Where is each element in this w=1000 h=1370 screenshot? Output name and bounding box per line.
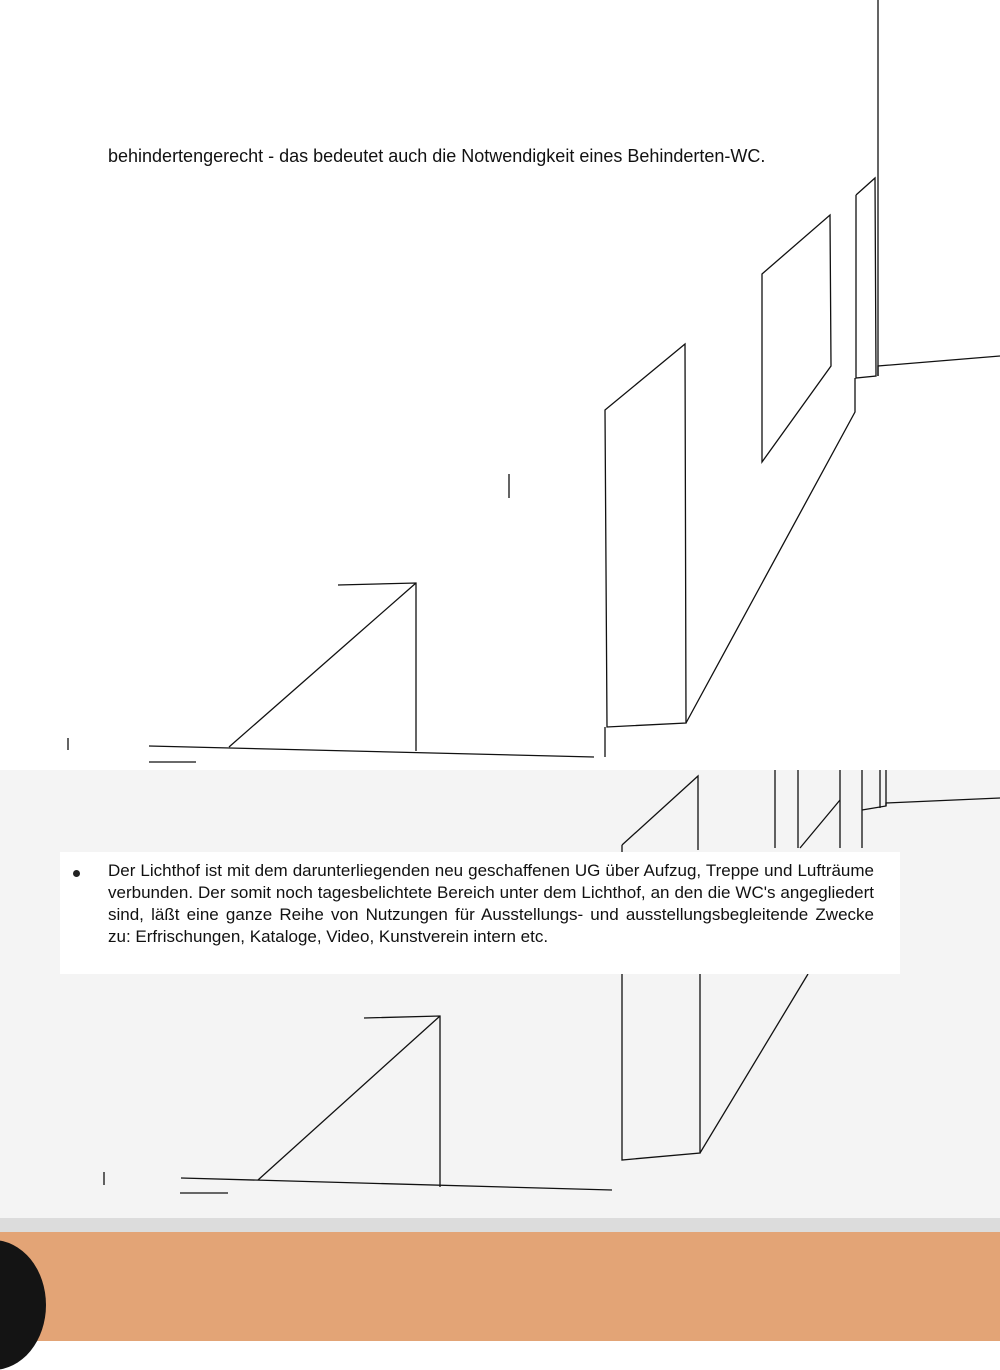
sketch-line [800, 800, 840, 848]
sketch-line [181, 1178, 612, 1190]
bullet-icon [73, 870, 80, 877]
sketch-line [856, 178, 876, 378]
sketch-line [338, 583, 416, 751]
sketch-line [862, 798, 1000, 810]
sketch-line [700, 974, 808, 1153]
sketch-line [878, 356, 1000, 376]
sketch-line [686, 378, 855, 723]
sketch-line [258, 1016, 440, 1180]
sketch-line [622, 974, 700, 1160]
sketch-panel [762, 215, 831, 462]
sketch-line [149, 746, 594, 757]
body-text-line: behindertengerecht - das bedeutet auch die Notwendigkeit eines Behinderten-WC. [108, 146, 766, 166]
sketch-line [229, 583, 416, 747]
bullet-paragraph: Der Lichthof ist mit dem darunterliegenden neu geschaffenen UG über Aufzug, Treppe und Lufträume verbunden. Der somit noch tagesbelichtete Bereich unter dem Lichthof, an den die WC's angegliedert sind, läßt eine ganze Reihe von Nutzungen für Ausstellungs- und ausstellungsbegleitende Zwecke zu: Erfrischungen, Kataloge, Video, Kunstverein intern etc. [108, 861, 874, 946]
sketch-line [622, 776, 698, 850]
sketch-line [364, 1016, 440, 1187]
sketch-panel [605, 344, 686, 727]
